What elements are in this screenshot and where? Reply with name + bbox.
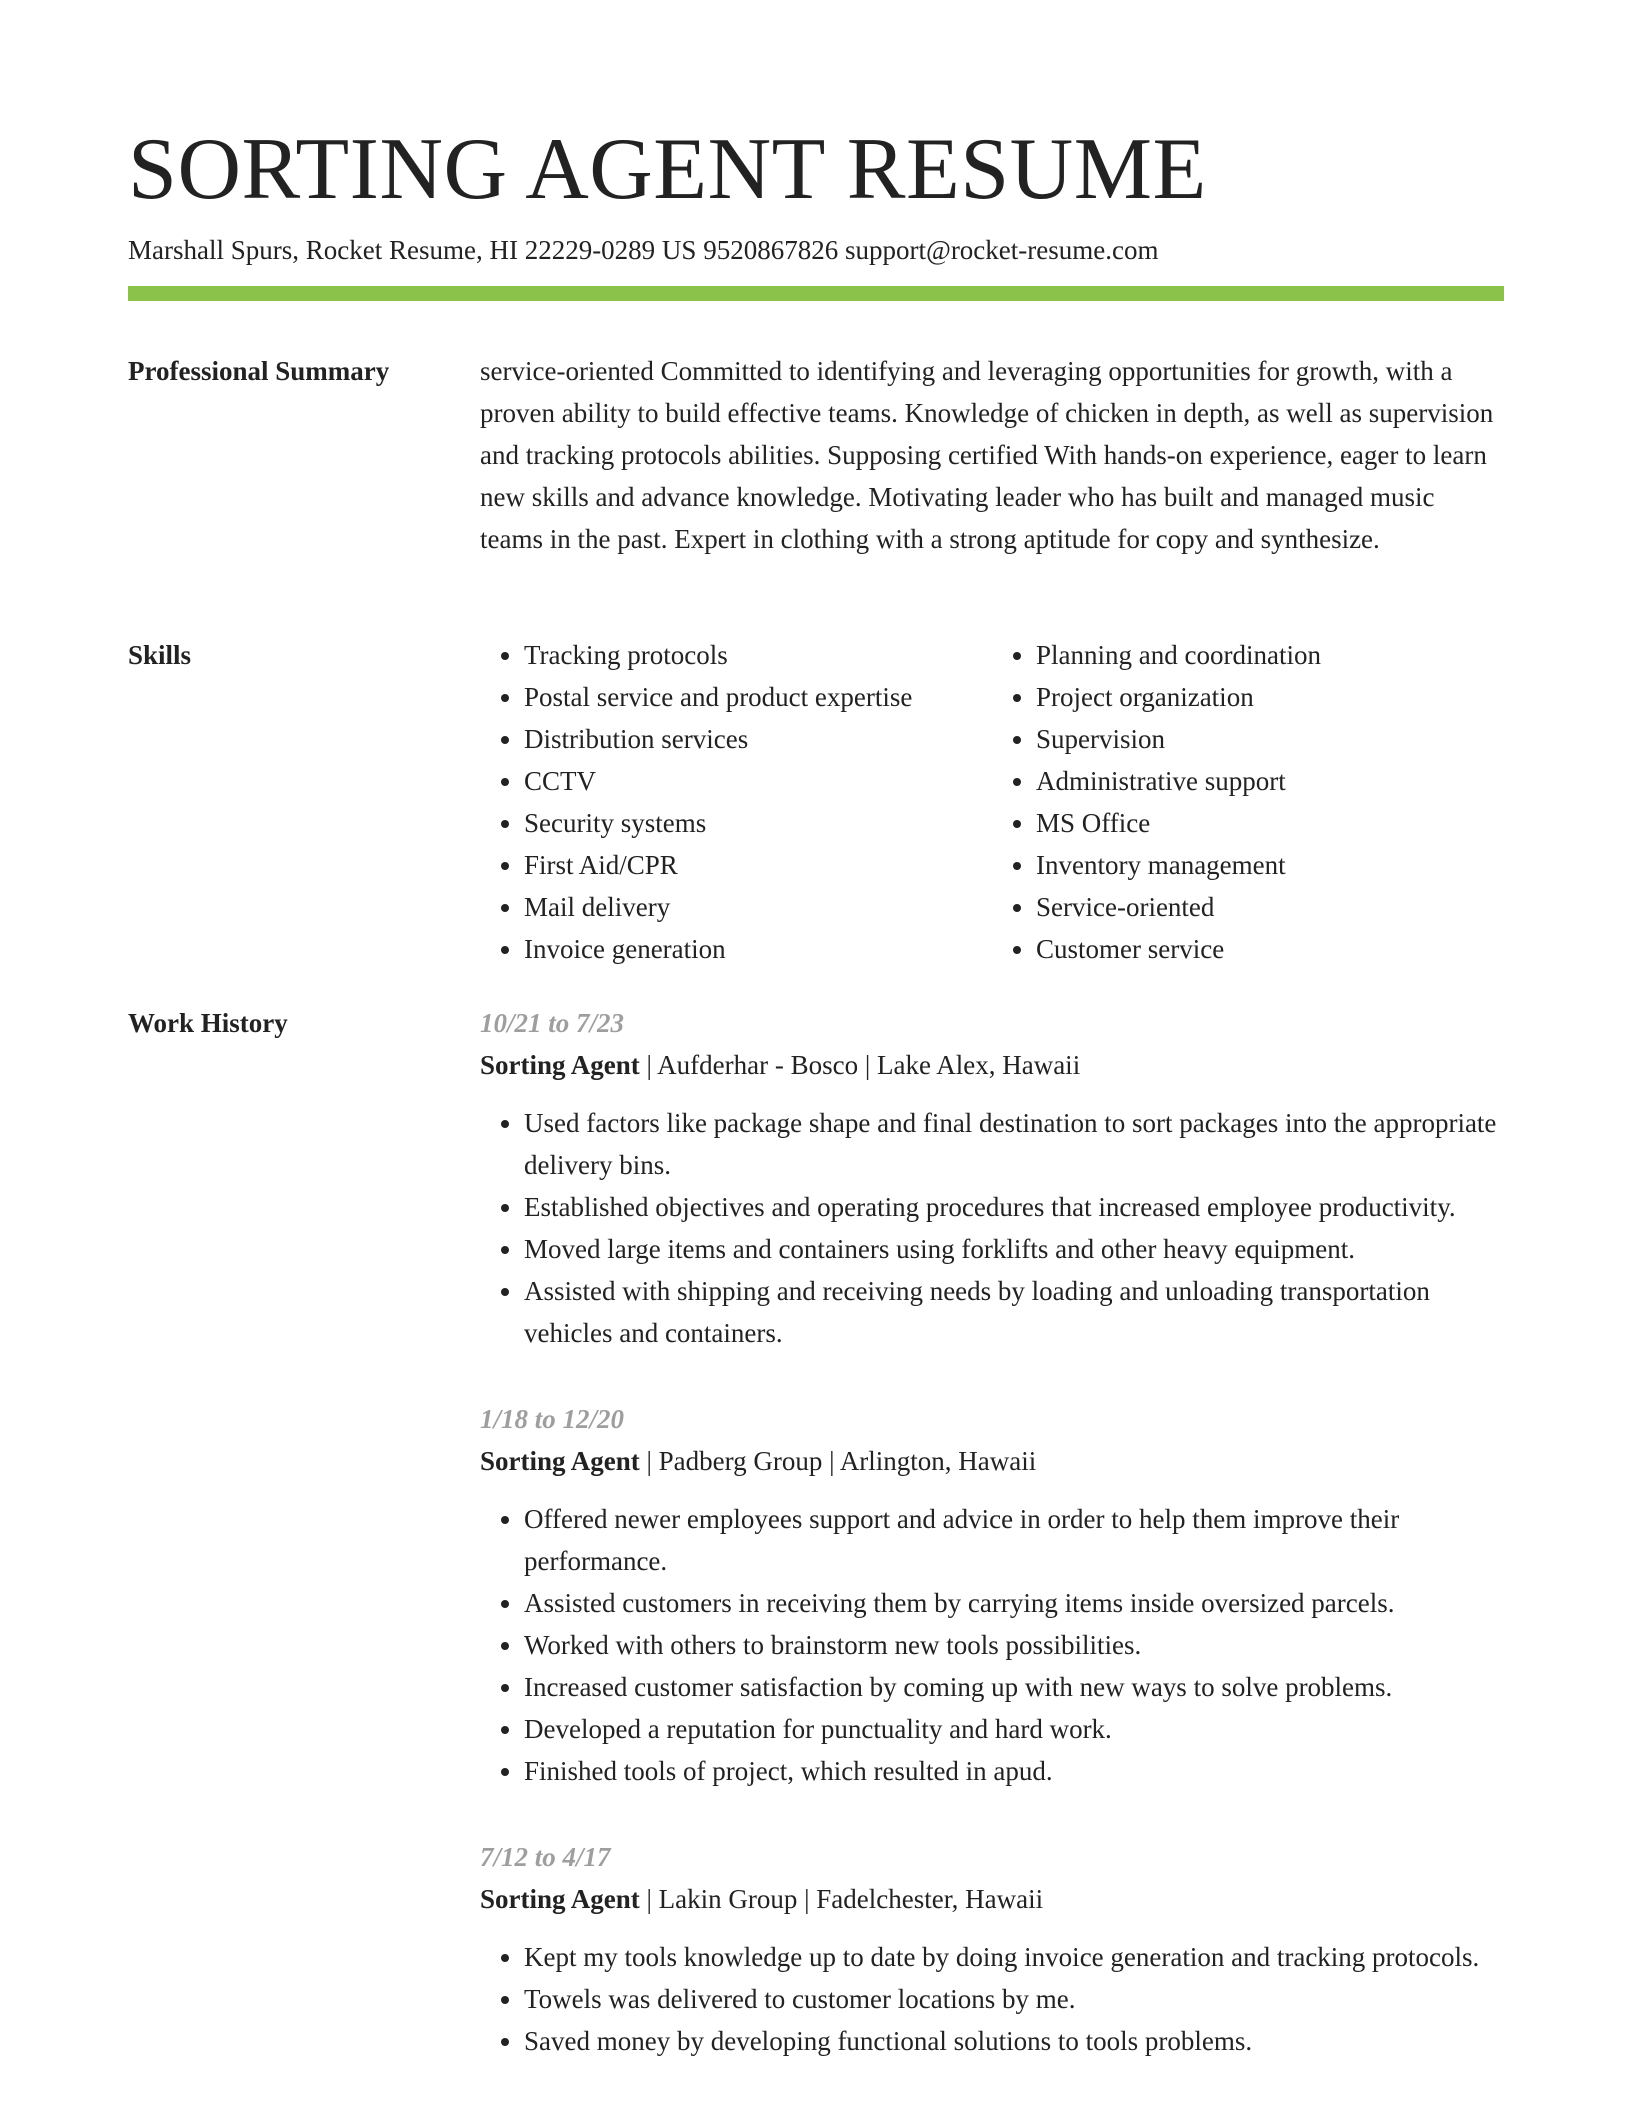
- skill-item: • Planning and coordination: [1036, 634, 1504, 676]
- job-bullet: • Assisted with shipping and receiving needs by loading and unloading transportation vehicles and containers.: [524, 1270, 1504, 1354]
- job-dates: 1/18 to 12/20: [480, 1404, 625, 1434]
- job-details: | Padberg Group | Arlington, Hawaii: [639, 1446, 1037, 1476]
- resume-title: SORTING AGENT RESUME: [128, 121, 1207, 218]
- job-entry: [480, 1836, 1504, 2062]
- skill-item: • Distribution services: [524, 718, 992, 760]
- job-bullet: • Assisted customers in receiving them by carrying items inside oversized parcels.: [524, 1582, 1504, 1624]
- skill-item: • Customer service: [1036, 928, 1504, 970]
- job-bullets: [480, 1498, 1504, 1792]
- job-bullet: • Moved large items and containers using forklifts and other heavy equipment.: [524, 1228, 1504, 1270]
- skill-item: • Service-oriented: [1036, 886, 1504, 928]
- skill-item: • Mail delivery: [524, 886, 992, 928]
- skill-item: • MS Office: [1036, 802, 1504, 844]
- skill-item: • CCTV: [524, 760, 992, 802]
- job-bullet: • Used factors like package shape and final destination to sort packages into the appropriate delivery bins.: [524, 1102, 1504, 1186]
- summary-body: [480, 350, 1504, 560]
- summary-text: service-oriented Committed to identifying and leveraging opportunities for growth, with a proven ability to build effective teams. Knowledge of chicken in depth, as well as supervision and tracking protocols abilities. Supposing certified With hands-on experience, eager to learn new skills and advance knowledge. Motivating leader who has built and managed music teams in the past. Expert in clothing with a strong aptitude for copy and synthesize.: [480, 356, 1494, 554]
- job-title: Sorting Agent: [480, 1884, 640, 1914]
- job-bullet: • Increased customer satisfaction by coming up with new ways to solve problems.: [524, 1666, 1504, 1708]
- job-bullet: • Towels was delivered to customer locations by me.: [524, 1978, 1504, 2020]
- skill-item: • Security systems: [524, 802, 992, 844]
- skills-column-left: [480, 634, 992, 970]
- job-bullet: • Developed a reputation for punctuality and hard work.: [524, 1708, 1504, 1750]
- job-heading: [480, 1044, 1504, 1086]
- skills-label: Skills: [128, 640, 192, 670]
- job-entry: [480, 1398, 1504, 1792]
- skill-item: • First Aid/CPR: [524, 844, 992, 886]
- job-dates: 10/21 to 7/23: [480, 1008, 625, 1038]
- job-details: | Lakin Group | Fadelchester, Hawaii: [639, 1884, 1044, 1914]
- contact-line: Marshall Spurs, Rocket Resume, HI 22229-0289 US 9520867826 support@rocket-resume.com: [128, 235, 1159, 265]
- skill-item: • Postal service and product expertise: [524, 676, 992, 718]
- skill-item: • Invoice generation: [524, 928, 992, 970]
- job-bullet: • Saved money by developing functional solutions to tools problems.: [524, 2020, 1504, 2062]
- job-heading: [480, 1440, 1504, 1482]
- header-divider: [128, 286, 1504, 301]
- work-history-body: [480, 1002, 1504, 2106]
- job-heading: [480, 1878, 1504, 1920]
- job-bullet: • Established objectives and operating procedures that increased employee productivity.: [524, 1186, 1504, 1228]
- job-bullet: • Kept my tools knowledge up to date by doing invoice generation and tracking protocols.: [524, 1936, 1504, 1978]
- job-bullets: [480, 1936, 1504, 2062]
- skills-column-right: [992, 634, 1504, 970]
- job-title: Sorting Agent: [480, 1446, 640, 1476]
- job-details: | Aufderhar - Bosco | Lake Alex, Hawaii: [639, 1050, 1081, 1080]
- job-dates: 7/12 to 4/17: [480, 1842, 611, 1872]
- job-title: Sorting Agent: [480, 1050, 640, 1080]
- summary-label: Professional Summary: [128, 356, 390, 386]
- job-entry: [480, 1002, 1504, 1354]
- job-bullet: • Worked with others to brainstorm new tools possibilities.: [524, 1624, 1504, 1666]
- job-bullet: • Finished tools of project, which resulted in apud.: [524, 1750, 1504, 1792]
- work-history-label: Work History: [128, 1008, 288, 1038]
- job-bullet: • Offered newer employees support and advice in order to help them improve their performance.: [524, 1498, 1504, 1582]
- skill-item: • Inventory management: [1036, 844, 1504, 886]
- skill-item: • Project organization: [1036, 676, 1504, 718]
- skill-item: • Administrative support: [1036, 760, 1504, 802]
- skill-item: • Supervision: [1036, 718, 1504, 760]
- skills-body: [480, 634, 1504, 970]
- job-bullets: [480, 1102, 1504, 1354]
- skill-item: • Tracking protocols: [524, 634, 992, 676]
